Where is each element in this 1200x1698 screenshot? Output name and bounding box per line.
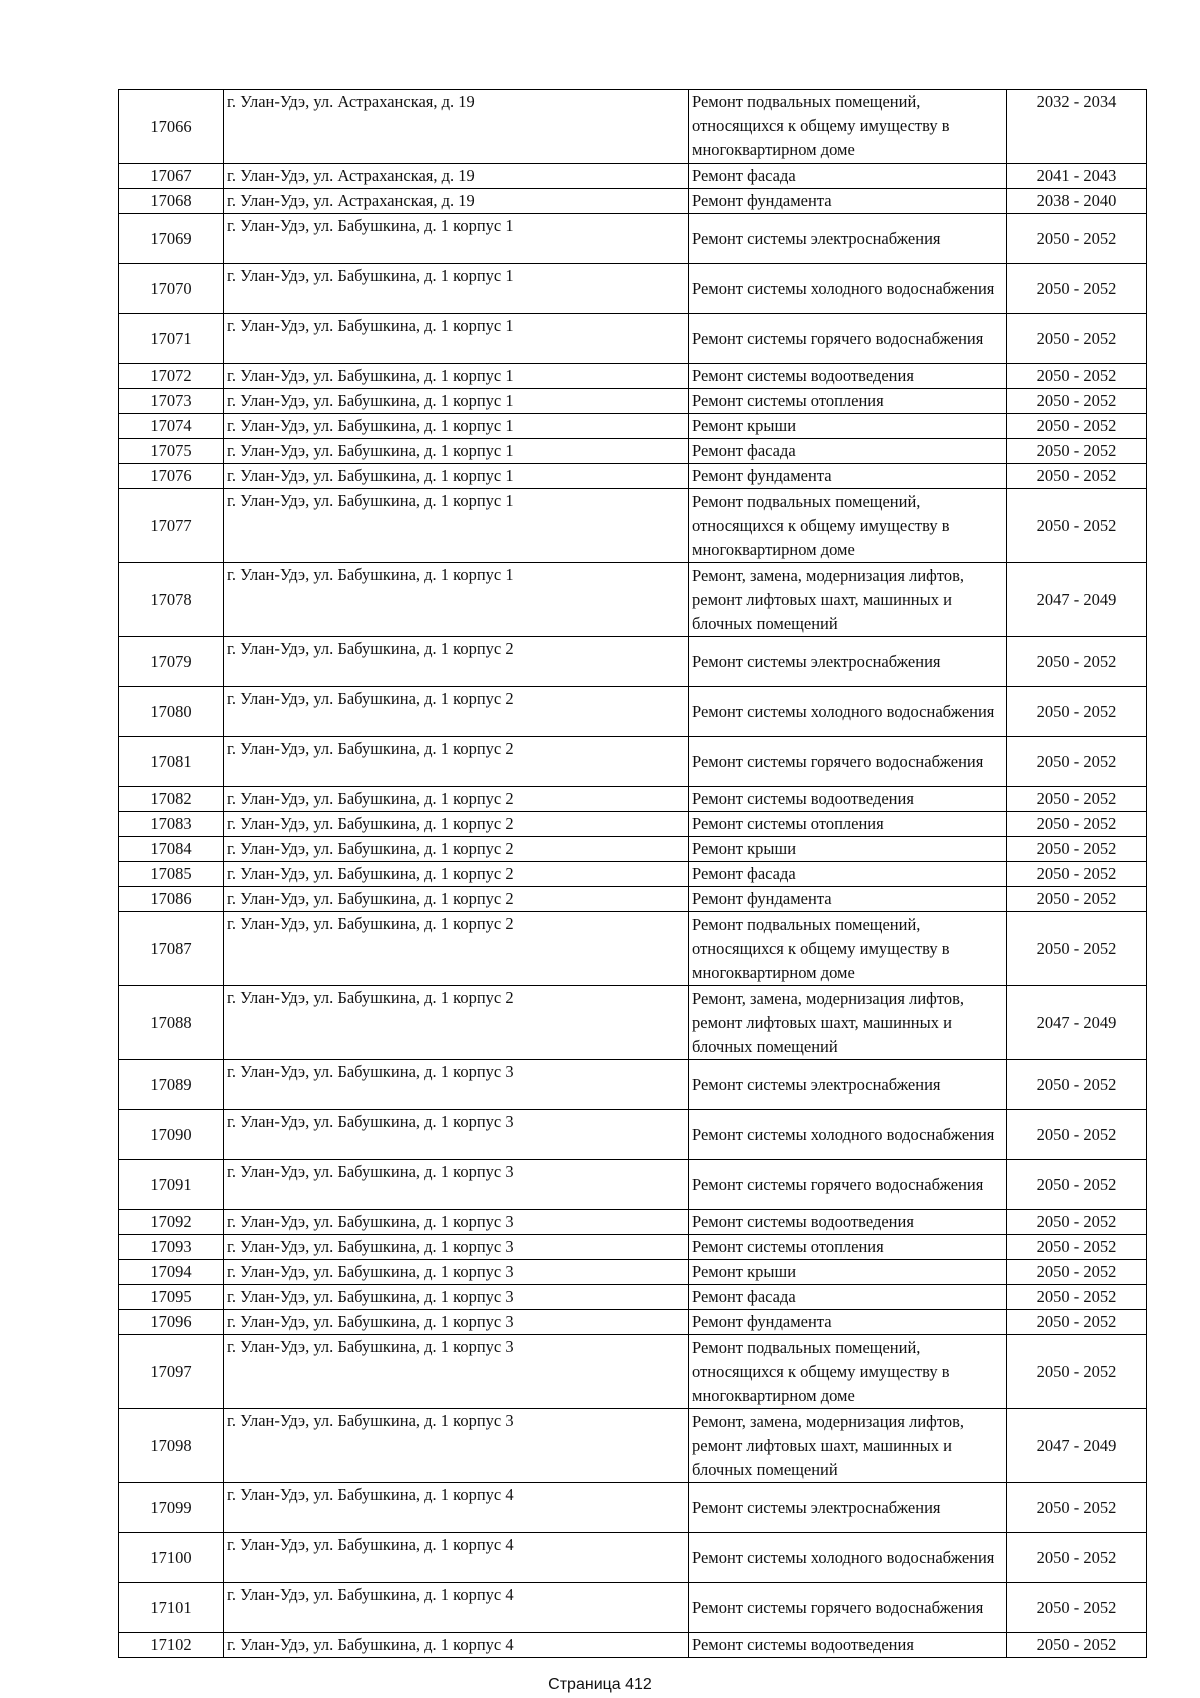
table-row bbox=[119, 1310, 1147, 1335]
row-address: г. Улан-Удэ, ул. Бабушкина, д. 1 корпус 2 bbox=[224, 687, 689, 737]
row-id: 17072 bbox=[119, 364, 224, 389]
table-row bbox=[119, 1483, 1147, 1533]
row-period: 2050 - 2052 bbox=[1007, 464, 1147, 489]
row-id: 17076 bbox=[119, 464, 224, 489]
row-period: 2050 - 2052 bbox=[1007, 1060, 1147, 1110]
row-work-type: Ремонт системы холодного водоснабжения bbox=[689, 1110, 1007, 1160]
row-address: г. Улан-Удэ, ул. Бабушкина, д. 1 корпус 4 bbox=[224, 1533, 689, 1583]
row-work-type: Ремонт фундамента bbox=[689, 464, 1007, 489]
table-row bbox=[119, 563, 1147, 637]
row-id: 17096 bbox=[119, 1310, 224, 1335]
row-period: 2050 - 2052 bbox=[1007, 214, 1147, 264]
row-period: 2050 - 2052 bbox=[1007, 1110, 1147, 1160]
row-period: 2050 - 2052 bbox=[1007, 637, 1147, 687]
table-row bbox=[119, 414, 1147, 439]
row-address: г. Улан-Удэ, ул. Бабушкина, д. 1 корпус 3 bbox=[224, 1060, 689, 1110]
row-address: г. Улан-Удэ, ул. Бабушкина, д. 1 корпус 4 bbox=[224, 1583, 689, 1633]
row-address: г. Улан-Удэ, ул. Бабушкина, д. 1 корпус 3 bbox=[224, 1260, 689, 1285]
row-work-type: Ремонт системы отопления bbox=[689, 1235, 1007, 1260]
row-address: г. Улан-Удэ, ул. Бабушкина, д. 1 корпус 1 bbox=[224, 389, 689, 414]
row-address: г. Улан-Удэ, ул. Бабушкина, д. 1 корпус 1 bbox=[224, 489, 689, 563]
row-work-type: Ремонт, замена, модернизация лифтов, ремонт лифтовых шахт, машинных и блочных помещений bbox=[689, 986, 1007, 1060]
row-work-type: Ремонт системы водоотведения bbox=[689, 1633, 1007, 1658]
row-work-type: Ремонт системы отопления bbox=[689, 812, 1007, 837]
table-row bbox=[119, 364, 1147, 389]
row-work-type: Ремонт системы водоотведения bbox=[689, 787, 1007, 812]
row-id: 17068 bbox=[119, 189, 224, 214]
table-row bbox=[119, 1583, 1147, 1633]
row-period: 2050 - 2052 bbox=[1007, 1260, 1147, 1285]
row-address: г. Улан-Удэ, ул. Астраханская, д. 19 bbox=[224, 164, 689, 189]
row-id: 17091 bbox=[119, 1160, 224, 1210]
row-id: 17094 bbox=[119, 1260, 224, 1285]
row-period: 2050 - 2052 bbox=[1007, 737, 1147, 787]
table-body bbox=[119, 90, 1147, 1658]
row-address: г. Улан-Удэ, ул. Бабушкина, д. 1 корпус 3 bbox=[224, 1335, 689, 1409]
table-row bbox=[119, 837, 1147, 862]
row-id: 17100 bbox=[119, 1533, 224, 1583]
row-period: 2050 - 2052 bbox=[1007, 862, 1147, 887]
row-work-type: Ремонт фасада bbox=[689, 164, 1007, 189]
row-period: 2047 - 2049 bbox=[1007, 986, 1147, 1060]
row-address: г. Улан-Удэ, ул. Бабушкина, д. 1 корпус 1 bbox=[224, 314, 689, 364]
row-work-type: Ремонт системы отопления bbox=[689, 389, 1007, 414]
row-work-type: Ремонт системы электроснабжения bbox=[689, 637, 1007, 687]
row-address: г. Улан-Удэ, ул. Бабушкина, д. 1 корпус 2 bbox=[224, 986, 689, 1060]
row-work-type: Ремонт системы горячего водоснабжения bbox=[689, 1583, 1007, 1633]
row-work-type: Ремонт фасада bbox=[689, 439, 1007, 464]
row-id: 17081 bbox=[119, 737, 224, 787]
row-work-type: Ремонт системы холодного водоснабжения bbox=[689, 687, 1007, 737]
row-id: 17069 bbox=[119, 214, 224, 264]
row-id: 17092 bbox=[119, 1210, 224, 1235]
row-work-type: Ремонт системы холодного водоснабжения bbox=[689, 1533, 1007, 1583]
table-row bbox=[119, 737, 1147, 787]
row-address: г. Улан-Удэ, ул. Бабушкина, д. 1 корпус 3 bbox=[224, 1310, 689, 1335]
row-work-type: Ремонт подвальных помещений, относящихся к общему имуществу в многоквартирном доме bbox=[689, 1335, 1007, 1409]
row-work-type: Ремонт системы горячего водоснабжения bbox=[689, 1160, 1007, 1210]
table-row bbox=[119, 389, 1147, 414]
row-period: 2050 - 2052 bbox=[1007, 1335, 1147, 1409]
row-id: 17097 bbox=[119, 1335, 224, 1409]
row-id: 17084 bbox=[119, 837, 224, 862]
row-work-type: Ремонт крыши bbox=[689, 1260, 1007, 1285]
row-work-type: Ремонт подвальных помещений, относящихся к общему имуществу в многоквартирном доме bbox=[689, 489, 1007, 563]
row-period: 2050 - 2052 bbox=[1007, 1533, 1147, 1583]
row-address: г. Улан-Удэ, ул. Бабушкина, д. 1 корпус 1 bbox=[224, 439, 689, 464]
row-id: 17098 bbox=[119, 1409, 224, 1483]
row-address: г. Улан-Удэ, ул. Бабушкина, д. 1 корпус 3 bbox=[224, 1210, 689, 1235]
row-address: г. Улан-Удэ, ул. Бабушкина, д. 1 корпус 1 bbox=[224, 414, 689, 439]
row-work-type: Ремонт фасада bbox=[689, 862, 1007, 887]
row-period: 2050 - 2052 bbox=[1007, 264, 1147, 314]
row-work-type: Ремонт подвальных помещений, относящихся к общему имуществу в многоквартирном доме bbox=[689, 912, 1007, 986]
row-period: 2047 - 2049 bbox=[1007, 1409, 1147, 1483]
row-id: 17077 bbox=[119, 489, 224, 563]
row-period: 2050 - 2052 bbox=[1007, 1160, 1147, 1210]
row-work-type: Ремонт, замена, модернизация лифтов, ремонт лифтовых шахт, машинных и блочных помещений bbox=[689, 1409, 1007, 1483]
table-row bbox=[119, 1110, 1147, 1160]
row-address: г. Улан-Удэ, ул. Бабушкина, д. 1 корпус 1 bbox=[224, 563, 689, 637]
row-address: г. Улан-Удэ, ул. Бабушкина, д. 1 корпус 2 bbox=[224, 912, 689, 986]
row-address: г. Улан-Удэ, ул. Астраханская, д. 19 bbox=[224, 90, 689, 164]
row-period: 2050 - 2052 bbox=[1007, 389, 1147, 414]
row-id: 17099 bbox=[119, 1483, 224, 1533]
table-row bbox=[119, 637, 1147, 687]
row-address: г. Улан-Удэ, ул. Астраханская, д. 19 bbox=[224, 189, 689, 214]
row-id: 17075 bbox=[119, 439, 224, 464]
row-address: г. Улан-Удэ, ул. Бабушкина, д. 1 корпус 1 bbox=[224, 264, 689, 314]
table-row bbox=[119, 1260, 1147, 1285]
row-work-type: Ремонт системы электроснабжения bbox=[689, 214, 1007, 264]
table-row bbox=[119, 1235, 1147, 1260]
row-work-type: Ремонт, замена, модернизация лифтов, ремонт лифтовых шахт, машинных и блочных помещений bbox=[689, 563, 1007, 637]
capital-repair-table bbox=[118, 89, 1147, 1658]
row-period: 2050 - 2052 bbox=[1007, 1285, 1147, 1310]
row-id: 17067 bbox=[119, 164, 224, 189]
row-work-type: Ремонт фундамента bbox=[689, 1310, 1007, 1335]
row-period: 2050 - 2052 bbox=[1007, 1633, 1147, 1658]
row-id: 17088 bbox=[119, 986, 224, 1060]
row-address: г. Улан-Удэ, ул. Бабушкина, д. 1 корпус 2 bbox=[224, 837, 689, 862]
row-period: 2050 - 2052 bbox=[1007, 1235, 1147, 1260]
row-id: 17080 bbox=[119, 687, 224, 737]
row-id: 17071 bbox=[119, 314, 224, 364]
row-address: г. Улан-Удэ, ул. Бабушкина, д. 1 корпус 4 bbox=[224, 1483, 689, 1533]
row-period: 2032 - 2034 bbox=[1007, 90, 1147, 164]
table-row bbox=[119, 912, 1147, 986]
row-id: 17102 bbox=[119, 1633, 224, 1658]
row-work-type: Ремонт крыши bbox=[689, 837, 1007, 862]
table-row bbox=[119, 1285, 1147, 1310]
row-work-type: Ремонт фундамента bbox=[689, 887, 1007, 912]
row-period: 2050 - 2052 bbox=[1007, 837, 1147, 862]
row-work-type: Ремонт системы горячего водоснабжения bbox=[689, 314, 1007, 364]
table-row bbox=[119, 189, 1147, 214]
row-id: 17095 bbox=[119, 1285, 224, 1310]
row-period: 2050 - 2052 bbox=[1007, 787, 1147, 812]
row-id: 17087 bbox=[119, 912, 224, 986]
row-period: 2050 - 2052 bbox=[1007, 1583, 1147, 1633]
table-row bbox=[119, 314, 1147, 364]
row-address: г. Улан-Удэ, ул. Бабушкина, д. 1 корпус 2 bbox=[224, 812, 689, 837]
row-address: г. Улан-Удэ, ул. Бабушкина, д. 1 корпус 3 bbox=[224, 1409, 689, 1483]
row-id: 17079 bbox=[119, 637, 224, 687]
row-id: 17073 bbox=[119, 389, 224, 414]
row-address: г. Улан-Удэ, ул. Бабушкина, д. 1 корпус 3 bbox=[224, 1110, 689, 1160]
row-period: 2038 - 2040 bbox=[1007, 189, 1147, 214]
row-address: г. Улан-Удэ, ул. Бабушкина, д. 1 корпус 4 bbox=[224, 1633, 689, 1658]
table-row bbox=[119, 1210, 1147, 1235]
row-id: 17085 bbox=[119, 862, 224, 887]
row-address: г. Улан-Удэ, ул. Бабушкина, д. 1 корпус 2 bbox=[224, 637, 689, 687]
table-row bbox=[119, 439, 1147, 464]
row-address: г. Улан-Удэ, ул. Бабушкина, д. 1 корпус 2 bbox=[224, 887, 689, 912]
table-row bbox=[119, 986, 1147, 1060]
row-period: 2050 - 2052 bbox=[1007, 314, 1147, 364]
row-address: г. Улан-Удэ, ул. Бабушкина, д. 1 корпус 2 bbox=[224, 737, 689, 787]
table-row bbox=[119, 489, 1147, 563]
row-id: 17074 bbox=[119, 414, 224, 439]
page-number: Страница 412 bbox=[548, 1676, 652, 1693]
row-work-type: Ремонт системы холодного водоснабжения bbox=[689, 264, 1007, 314]
table-row bbox=[119, 264, 1147, 314]
table-row bbox=[119, 214, 1147, 264]
row-period: 2050 - 2052 bbox=[1007, 1210, 1147, 1235]
row-id: 17078 bbox=[119, 563, 224, 637]
row-work-type: Ремонт крыши bbox=[689, 414, 1007, 439]
row-address: г. Улан-Удэ, ул. Бабушкина, д. 1 корпус 2 bbox=[224, 862, 689, 887]
row-id: 17086 bbox=[119, 887, 224, 912]
row-period: 2050 - 2052 bbox=[1007, 439, 1147, 464]
row-address: г. Улан-Удэ, ул. Бабушкина, д. 1 корпус 1 bbox=[224, 214, 689, 264]
table-row bbox=[119, 464, 1147, 489]
row-id: 17089 bbox=[119, 1060, 224, 1110]
table-row bbox=[119, 862, 1147, 887]
table-row bbox=[119, 1533, 1147, 1583]
table-row bbox=[119, 887, 1147, 912]
row-period: 2041 - 2043 bbox=[1007, 164, 1147, 189]
row-work-type: Ремонт системы электроснабжения bbox=[689, 1060, 1007, 1110]
row-period: 2047 - 2049 bbox=[1007, 563, 1147, 637]
table-row bbox=[119, 90, 1147, 164]
table-row bbox=[119, 1409, 1147, 1483]
row-address: г. Улан-Удэ, ул. Бабушкина, д. 1 корпус 1 bbox=[224, 464, 689, 489]
row-period: 2050 - 2052 bbox=[1007, 687, 1147, 737]
row-period: 2050 - 2052 bbox=[1007, 912, 1147, 986]
row-id: 17093 bbox=[119, 1235, 224, 1260]
row-id: 17082 bbox=[119, 787, 224, 812]
row-id: 17070 bbox=[119, 264, 224, 314]
row-address: г. Улан-Удэ, ул. Бабушкина, д. 1 корпус 1 bbox=[224, 364, 689, 389]
row-work-type: Ремонт системы водоотведения bbox=[689, 364, 1007, 389]
table-row bbox=[119, 1160, 1147, 1210]
table-row bbox=[119, 787, 1147, 812]
row-id: 17101 bbox=[119, 1583, 224, 1633]
row-address: г. Улан-Удэ, ул. Бабушкина, д. 1 корпус 2 bbox=[224, 787, 689, 812]
row-period: 2050 - 2052 bbox=[1007, 1483, 1147, 1533]
table-row bbox=[119, 164, 1147, 189]
table-row bbox=[119, 1060, 1147, 1110]
row-period: 2050 - 2052 bbox=[1007, 812, 1147, 837]
row-address: г. Улан-Удэ, ул. Бабушкина, д. 1 корпус 3 bbox=[224, 1285, 689, 1310]
row-work-type: Ремонт системы горячего водоснабжения bbox=[689, 737, 1007, 787]
table-row bbox=[119, 1633, 1147, 1658]
row-address: г. Улан-Удэ, ул. Бабушкина, д. 1 корпус 3 bbox=[224, 1235, 689, 1260]
row-period: 2050 - 2052 bbox=[1007, 414, 1147, 439]
row-id: 17090 bbox=[119, 1110, 224, 1160]
row-work-type: Ремонт фундамента bbox=[689, 189, 1007, 214]
row-work-type: Ремонт подвальных помещений, относящихся к общему имуществу в многоквартирном доме bbox=[689, 90, 1007, 164]
row-period: 2050 - 2052 bbox=[1007, 887, 1147, 912]
row-period: 2050 - 2052 bbox=[1007, 364, 1147, 389]
row-address: г. Улан-Удэ, ул. Бабушкина, д. 1 корпус 3 bbox=[224, 1160, 689, 1210]
row-period: 2050 - 2052 bbox=[1007, 1310, 1147, 1335]
row-id: 17066 bbox=[119, 90, 224, 164]
table-row bbox=[119, 812, 1147, 837]
table-row bbox=[119, 1335, 1147, 1409]
row-work-type: Ремонт фасада bbox=[689, 1285, 1007, 1310]
table-row bbox=[119, 687, 1147, 737]
row-id: 17083 bbox=[119, 812, 224, 837]
row-period: 2050 - 2052 bbox=[1007, 489, 1147, 563]
row-work-type: Ремонт системы электроснабжения bbox=[689, 1483, 1007, 1533]
row-work-type: Ремонт системы водоотведения bbox=[689, 1210, 1007, 1235]
